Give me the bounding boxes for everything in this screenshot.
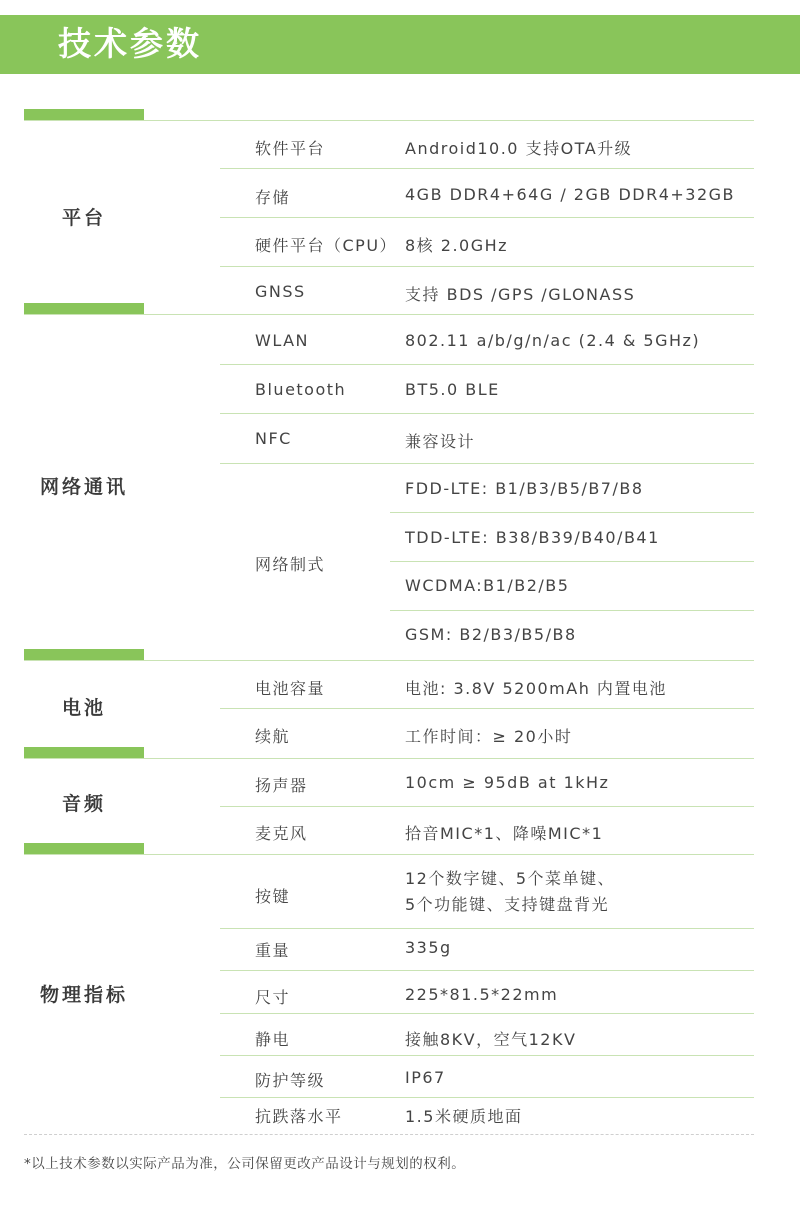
spec-label-size: 尺寸	[255, 988, 291, 1007]
category-battery: 电池	[61, 697, 106, 719]
spec-label-wlan: WLAN	[255, 331, 310, 350]
spec-label-cpu: 硬件平台（CPU）	[255, 236, 398, 255]
row-divider	[220, 806, 754, 807]
spec-label-gnss: GNSS	[255, 282, 306, 301]
row-divider	[220, 970, 754, 971]
spec-value-size: 225*81.5*22mm	[405, 985, 559, 1004]
row-divider	[220, 364, 754, 365]
spec-value-esd: 接触8KV，空气12KV	[405, 1030, 577, 1049]
spec-value-nfc: 兼容设计	[405, 432, 476, 451]
row-divider	[220, 1055, 754, 1056]
spec-label-keys: 按键	[255, 887, 291, 906]
spec-value-wlan: 802.11 a/b/g/n/ac (2.4 & 5GHz)	[405, 331, 701, 350]
spec-value-battery-capacity: 电池: 3.8V 5200mAh 内置电池	[405, 679, 667, 698]
spec-value-wcdma: WCDMA:B1/B2/B5	[405, 576, 570, 595]
page-title: 技术参数	[58, 24, 202, 63]
header-banner	[0, 15, 800, 74]
footer-divider	[24, 1134, 754, 1135]
spec-value-weight: 335g	[405, 938, 452, 957]
row-divider	[390, 512, 754, 513]
spec-label-microphone: 麦克风	[255, 824, 308, 843]
spec-value-fdd-lte: FDD-LTE: B1/B3/B5/B7/B8	[405, 479, 644, 498]
row-divider	[220, 1013, 754, 1014]
spec-label-weight: 重量	[255, 941, 291, 960]
row-divider	[220, 168, 754, 169]
spec-value-storage: 4GB DDR4+64G / 2GB DDR4+32GB	[405, 185, 736, 204]
category-network: 网络通讯	[39, 476, 128, 498]
spec-value-keys-line2: 5个功能键、支持键盘背光	[405, 895, 610, 914]
divider	[24, 758, 754, 759]
category-audio: 音频	[61, 793, 106, 815]
spec-label-esd: 静电	[255, 1030, 291, 1049]
row-divider	[220, 928, 754, 929]
spec-value-speaker: 10cm ≥ 95dB at 1kHz	[405, 773, 610, 792]
footnote: *以上技术参数以实际产品为准，公司保留更改产品设计与规划的权利。	[24, 1156, 466, 1172]
row-divider	[220, 708, 754, 709]
row-divider	[390, 561, 754, 562]
divider	[24, 120, 754, 121]
spec-value-cpu: 8核 2.0GHz	[405, 236, 509, 255]
row-divider	[220, 217, 754, 218]
row-divider	[220, 266, 754, 267]
spec-value-gnss: 支持 BDS /GPS /GLONASS	[405, 285, 636, 304]
spec-label-storage: 存储	[255, 188, 291, 207]
spec-value-bluetooth: BT5.0 BLE	[405, 380, 500, 399]
spec-value-endurance: 工作时间：≥ 20小时	[405, 727, 573, 746]
row-divider	[220, 463, 754, 464]
spec-value-drop: 1.5米硬质地面	[405, 1107, 523, 1126]
spec-value-tdd-lte: TDD-LTE: B38/B39/B40/B41	[405, 528, 660, 547]
spec-label-drop: 抗跌落水平	[255, 1107, 343, 1126]
row-divider	[220, 1097, 754, 1098]
divider	[24, 854, 754, 855]
spec-label-network-modes: 网络制式	[255, 555, 326, 574]
spec-value-microphone: 拾音MIC*1、降噪MIC*1	[405, 824, 604, 843]
spec-label-bluetooth: Bluetooth	[255, 380, 347, 399]
spec-label-endurance: 续航	[255, 727, 291, 746]
category-platform: 平台	[61, 207, 106, 229]
category-physical: 物理指标	[39, 984, 128, 1006]
row-divider	[390, 610, 754, 611]
spec-value-protection: IP67	[405, 1068, 446, 1087]
spec-label-protection: 防护等级	[255, 1071, 326, 1090]
spec-label-nfc: NFC	[255, 429, 292, 448]
spec-value-os: Android10.0 支持OTA升级	[405, 139, 633, 158]
spec-value-gsm: GSM: B2/B3/B5/B8	[405, 625, 577, 644]
spec-label-battery-capacity: 电池容量	[255, 679, 326, 698]
divider	[24, 660, 754, 661]
divider	[24, 314, 754, 315]
spec-label-speaker: 扬声器	[255, 776, 308, 795]
row-divider	[220, 413, 754, 414]
spec-label-os: 软件平台	[255, 139, 326, 158]
spec-value-keys-line1: 12个数字键、5个菜单键、	[405, 869, 616, 888]
